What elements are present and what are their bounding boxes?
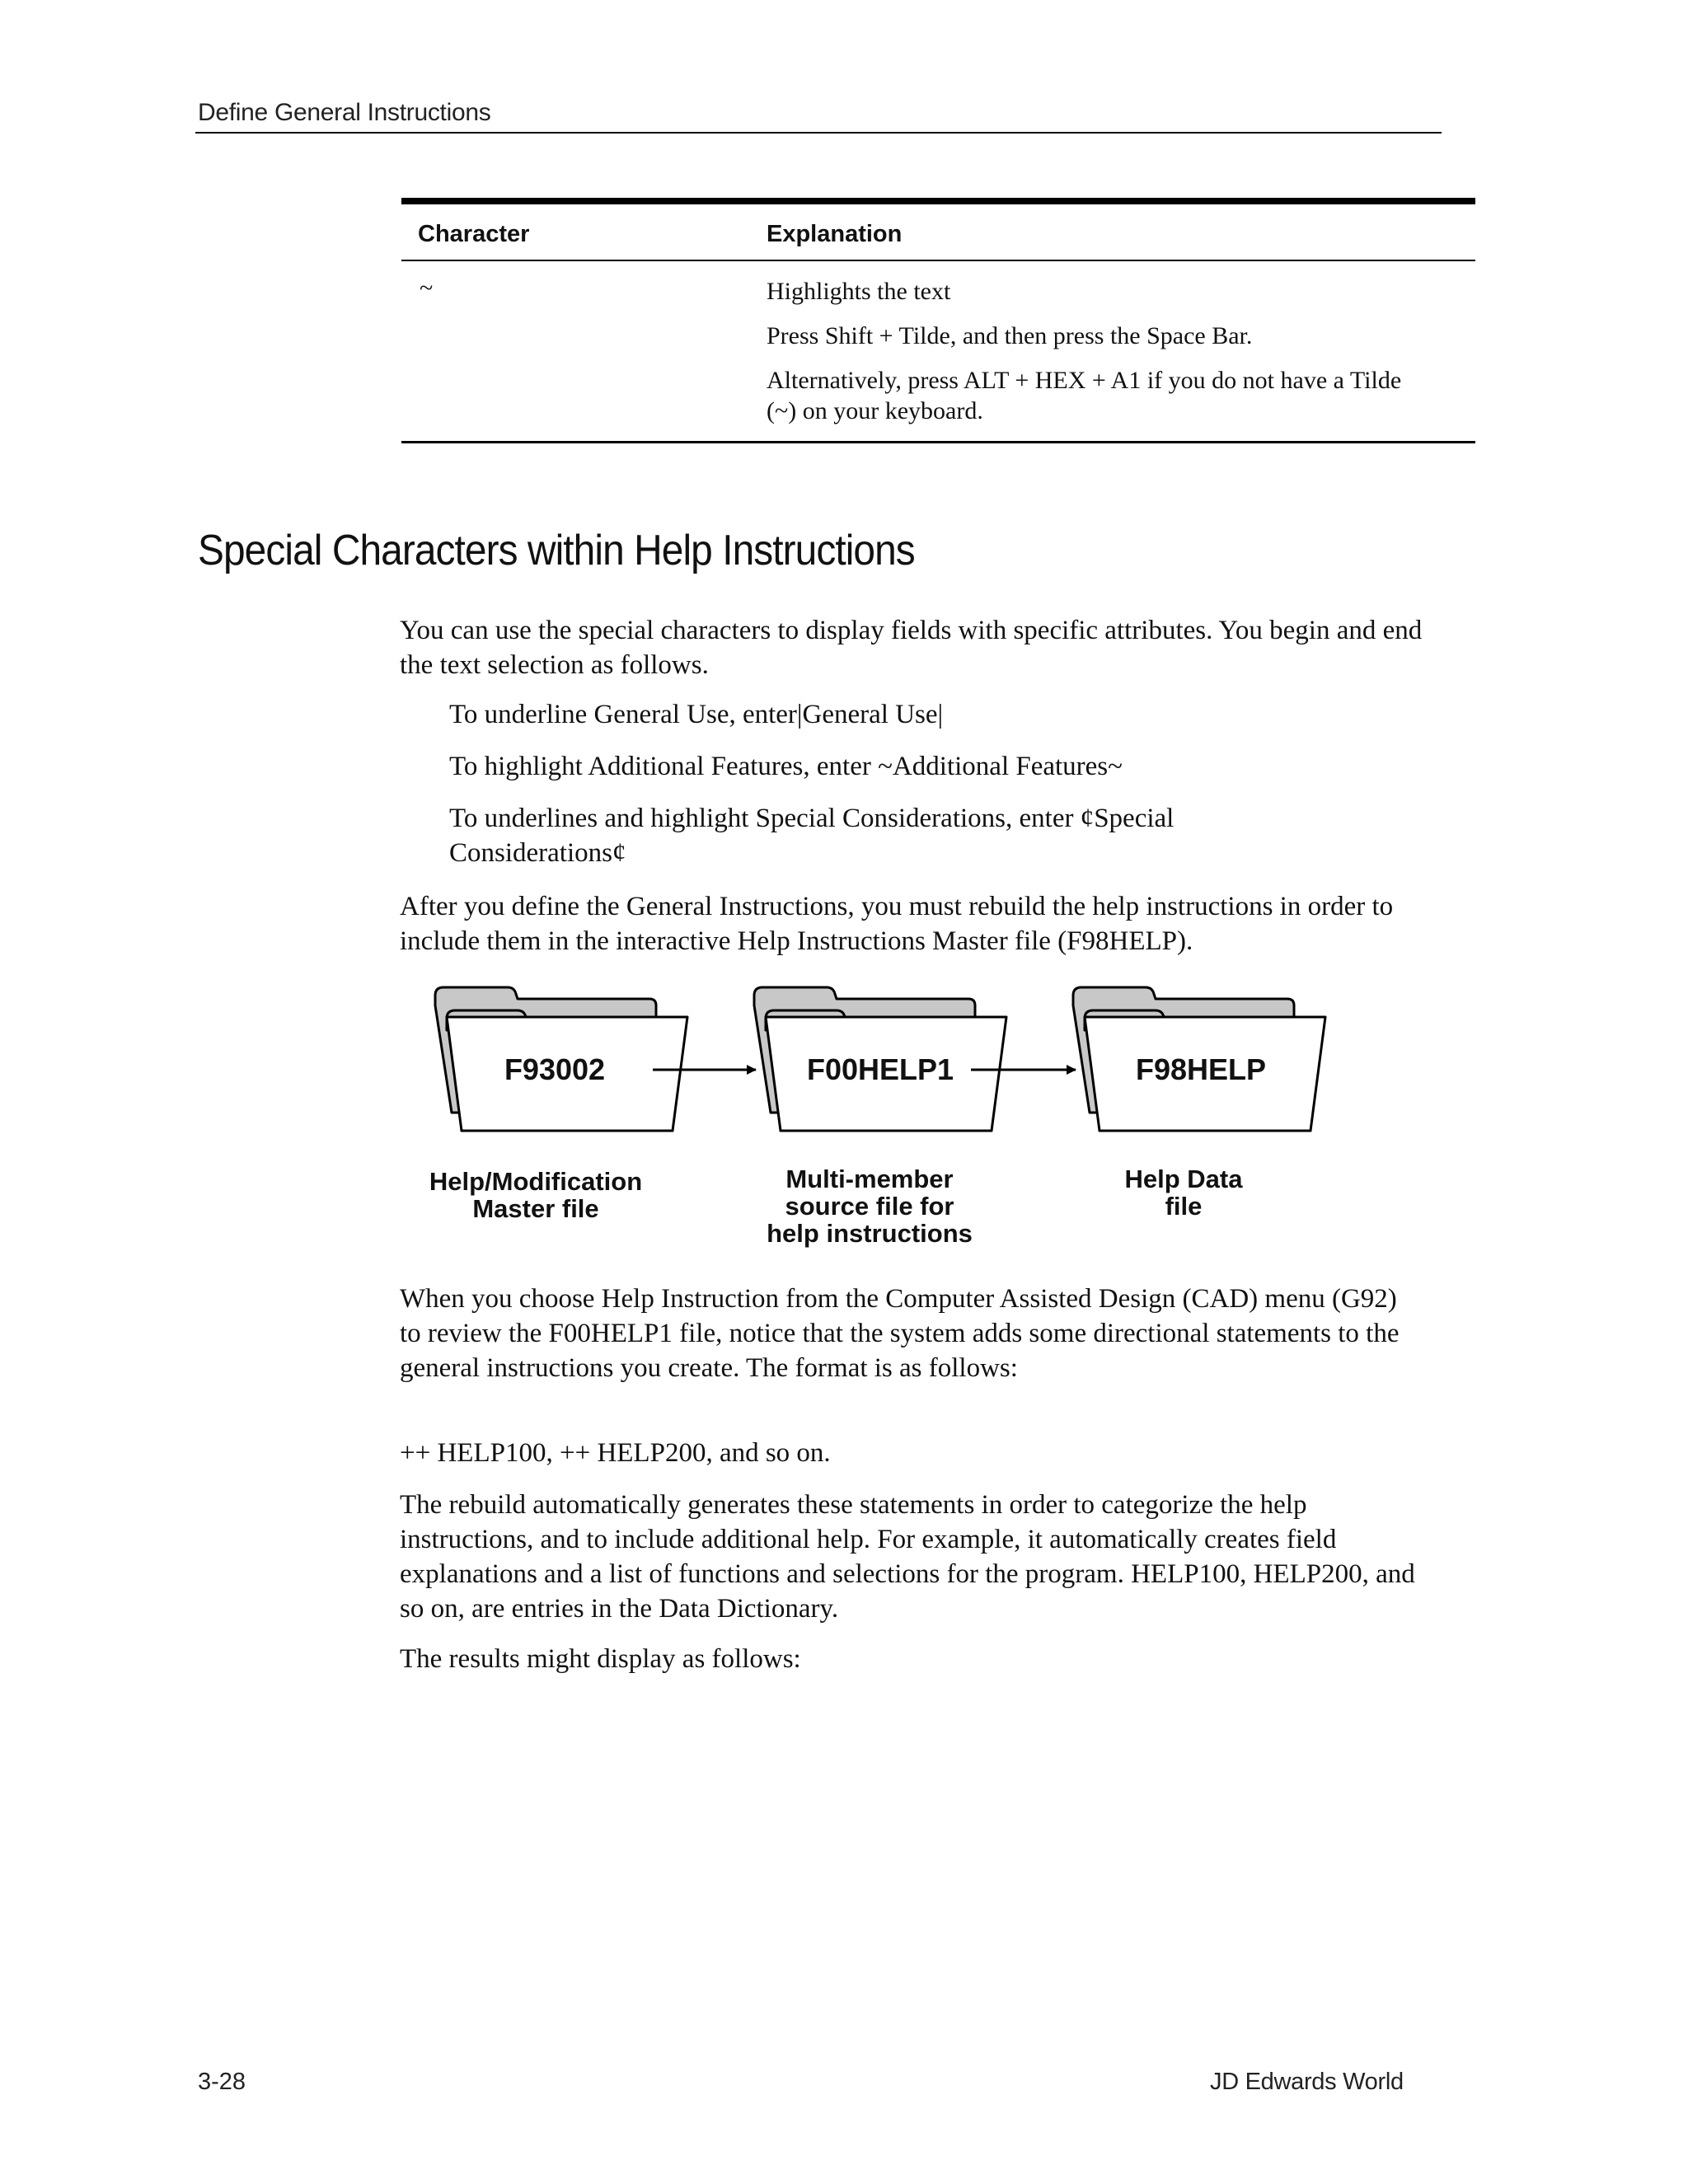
example-text: To underline General Use, enter|General Use| bbox=[449, 700, 944, 729]
column-header-character: Character bbox=[418, 221, 530, 247]
folder-label-f93002: F93002 bbox=[504, 1052, 606, 1086]
table-row bbox=[401, 261, 1475, 441]
running-header: Define General Instructions bbox=[198, 99, 491, 126]
intro-paragraph bbox=[400, 613, 1434, 682]
folder-label-f00help1: F00HELP1 bbox=[806, 1052, 954, 1086]
after-define-text: After you define the General Instructions, you must rebuild the help instructions in order to include them in the interactive Help Instructions Master file (F98HELP). bbox=[400, 892, 1394, 956]
caption-line: Master file bbox=[472, 1194, 599, 1223]
example-text: To highlight Additional Features, enter ~Additional Features~ bbox=[449, 752, 1123, 781]
page-number: 3-28 bbox=[198, 2069, 246, 2095]
caption-line: file bbox=[1165, 1192, 1203, 1221]
help-file-flow-diagram bbox=[396, 981, 1343, 1269]
intro-text: You can use the special characters to display fields with specific attributes. You begin and end the text selection as follows. bbox=[400, 616, 1423, 680]
table-top-rule bbox=[401, 198, 1475, 204]
character-table bbox=[401, 198, 1475, 443]
cad-paragraph bbox=[400, 1282, 1405, 1385]
caption-f98help bbox=[1060, 1165, 1307, 1220]
table-bottom-rule bbox=[401, 441, 1475, 443]
caption-f00help1 bbox=[729, 1165, 1010, 1247]
table-cell-character: ~ bbox=[420, 274, 434, 302]
explanation-line: Press Shift + Tilde, and then press the Space Bar. bbox=[767, 322, 1253, 349]
example-text: To underlines and highlight Special Considerations, enter ¢Special Considerations¢ bbox=[449, 804, 1175, 868]
rebuild-text: The rebuild automatically generates these statements in order to categorize the help instructions, and to include additional help. For example, it automatically creates field explanations and a list of functions and selections for the program. HELP100, HELP200, and so on, are entries in the Data Dictionary. bbox=[400, 1490, 1415, 1624]
cad-text: When you choose Help Instruction from the Computer Assisted Design (CAD) menu (G92) to review the F00HELP1 file, notice that the system adds some directional statements to the general instructions you create. The format is as follows: bbox=[400, 1284, 1400, 1383]
example-item bbox=[449, 697, 1356, 732]
caption-line: Help Data bbox=[1124, 1165, 1243, 1193]
caption-line: source file for bbox=[785, 1192, 954, 1221]
caption-line: help instructions bbox=[767, 1219, 973, 1248]
section-title: Special Characters within Help Instructions bbox=[198, 527, 915, 574]
explanation-line: Highlights the text bbox=[767, 278, 951, 305]
table-header-row bbox=[401, 204, 1475, 260]
header-rule bbox=[195, 132, 1442, 134]
explanation-line: Alternatively, press ALT + HEX + A1 if you do not have a Tilde (~) on your keyboard. bbox=[767, 367, 1402, 424]
example-item bbox=[449, 749, 1356, 784]
rebuild-paragraph bbox=[400, 1488, 1434, 1626]
results-text: The results might display as follows: bbox=[400, 1644, 801, 1674]
footer-product: JD Edwards World bbox=[1210, 2069, 1404, 2095]
folder-label-f98help: F98HELP bbox=[1135, 1052, 1267, 1086]
caption-line: Multi-member bbox=[785, 1165, 954, 1193]
example-item bbox=[449, 801, 1273, 870]
table-cell-explanation bbox=[767, 276, 1442, 440]
help-format-line bbox=[400, 1436, 1434, 1470]
caption-f93002 bbox=[396, 1168, 676, 1222]
results-line bbox=[400, 1642, 1434, 1676]
after-define-paragraph bbox=[400, 889, 1434, 958]
column-header-explanation: Explanation bbox=[767, 221, 903, 247]
help-format-text: ++ HELP100, ++ HELP200, and so on. bbox=[400, 1438, 831, 1468]
caption-line: Help/Modification bbox=[429, 1167, 643, 1196]
